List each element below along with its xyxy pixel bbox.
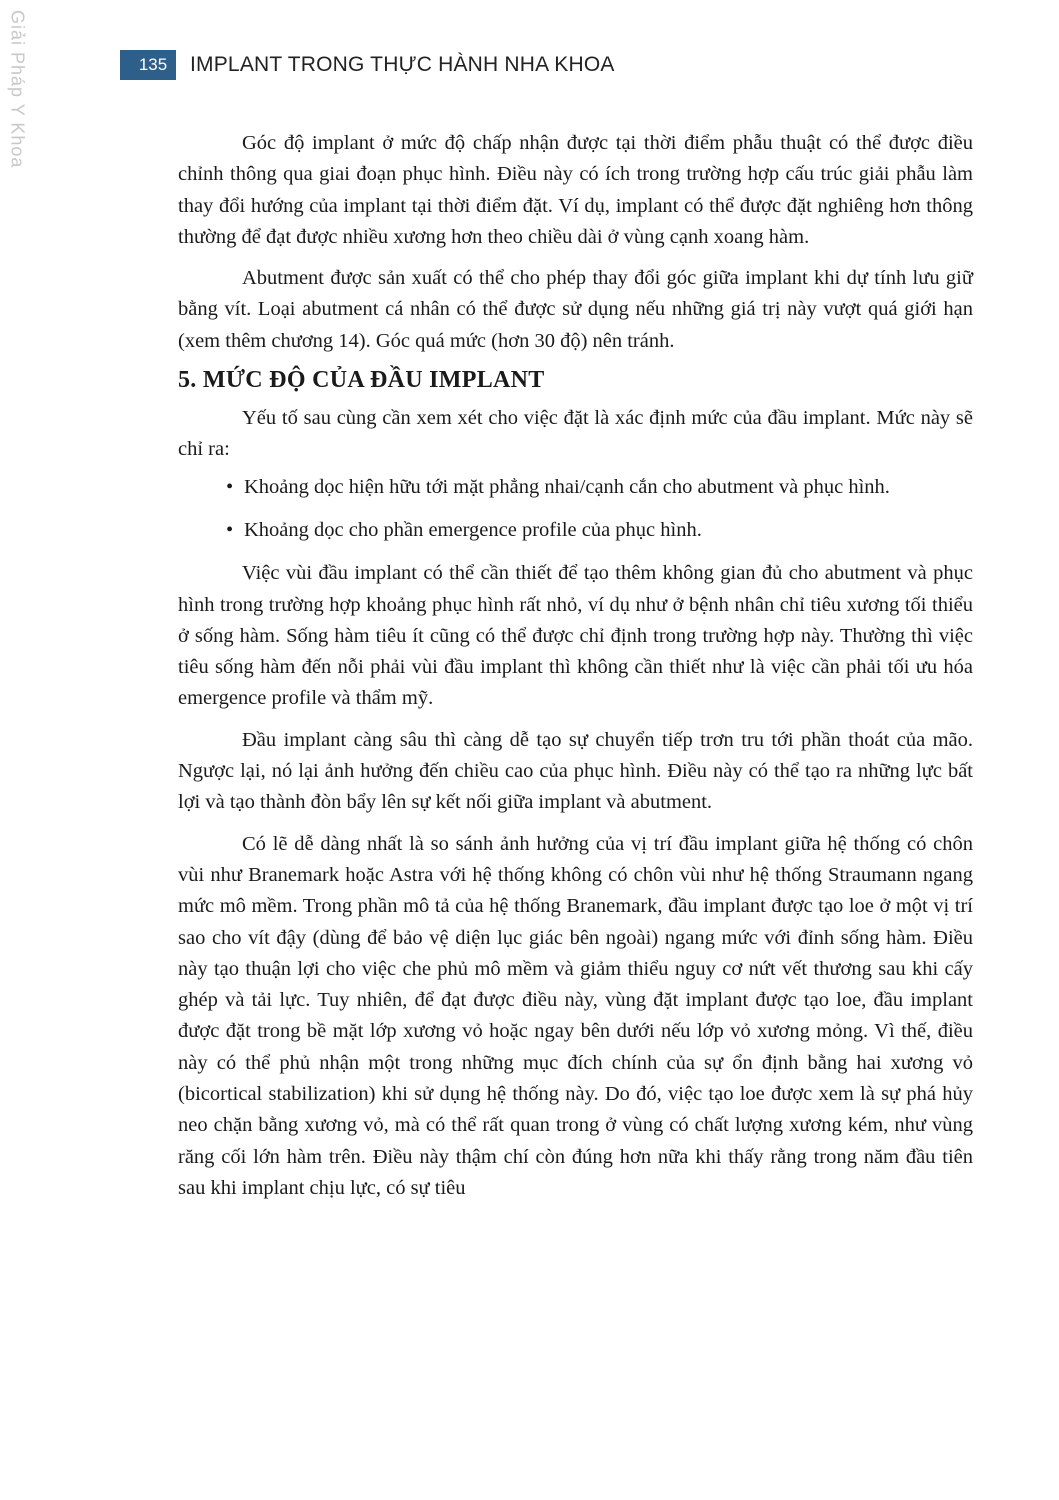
paragraph-angle-correction: Góc độ implant ở mức độ chấp nhận được tại thời điểm phẫu thuật có thể được điều chỉnh thông qua giai đoạn phục hình. Điều này có ích trong trường hợp cấu trúc giải phẫu làm thay đổi hướng của implant tại thời điểm đặt. Ví dụ, implant có thể được đặt nghiêng hơn thông thường để đạt được nhiều xương hơn theo chiều dài ở vùng cạnh xoang hàm.	[178, 132, 973, 248]
paragraph-system-comparison: Có lẽ dễ dàng nhất là so sánh ảnh hưởng của vị trí đầu implant giữa hệ thống có chôn vùi như Branemark hoặc Astra với hệ thống không có chôn vùi như hệ thống Straumann ngang mức mô mềm. Trong phần mô tả của hệ thống Branemark, đầu implant được tạo loe ở một vị trí sao cho vít đậy (dùng để bảo vệ diện lục giác bên ngoài) ngang mức với đỉnh sống hàm. Điều này tạo thuận lợi cho việc che phủ mô mềm và giảm thiểu nguy cơ nứt vết thương sau khi cấy ghép và tải lực. Tuy nhiên, để đạt được điều này, vùng đặt implant được tạo loe, đầu implant được đặt trong bề mặt lớp xương vỏ hoặc ngay bên dưới nếu lớp vỏ xương mỏng. Vì thế, điều này có thể phủ nhận một trong những mục đích chính của sự ổn định bằng hai xương vỏ (bicortical stabilization) khi sử dụng hệ thống này. Do đó, việc tạo loe được xem là sự phá hủy neo chặn bằng xương vỏ, mà có thể rất quan trong ở vùng có chất lượng xương kém, như vùng răng cối lớn hàm trên. Điều này thậm chí còn đúng hơn nữa khi thấy rằng trong năm đầu tiên sau khi implant chịu lực, có sự tiêu	[178, 832, 973, 1199]
running-title: IMPLANT TRONG THỰC HÀNH NHA KHOA	[190, 53, 615, 76]
side-watermark	[0, 10, 34, 210]
list-item-text: Khoảng dọc cho phần emergence profile của phục hình.	[244, 518, 702, 541]
paragraph-abutment-angle: Abutment được sản xuất có thể cho phép thay đổi góc giữa implant khi dự tính lưu giữ bằng vít. Loại abutment cá nhân có thể được sử dụng nếu những giá trị này vượt quá giới hạn (xem thêm chương 14). Góc quá mức (hơn 30 độ) nên tránh.	[178, 267, 973, 352]
section-heading: 5. MỨC ĐỘ CỦA ĐẦU IMPLANT	[178, 367, 545, 394]
bullet-icon: •	[226, 475, 234, 498]
bullet-list	[178, 472, 973, 547]
page-body	[178, 128, 973, 1214]
bullet-icon: •	[226, 518, 234, 541]
paragraph-burying-implant: Việc vùi đầu implant có thể cần thiết để tạo thêm không gian đủ cho abutment và phục hình trong trường hợp khoảng phục hình rất nhỏ, ví dụ như ở bệnh nhân chỉ tiêu xương tối thiểu ở sống hàm. Sống hàm tiêu ít cũng có thể được chỉ định trong trường hợp này. Thường thì việc tiêu sống hàm đến nỗi phải vùi đầu implant thì không cần thiết như là việc cần phải tối ưu hóa emergence profile và thẩm mỹ.	[178, 562, 973, 710]
page-header	[120, 50, 615, 80]
list-item	[178, 515, 973, 546]
paragraph-implant-depth: Đầu implant càng sâu thì càng dễ tạo sự chuyển tiếp trơn tru tới phần thoát của mão. Ngược lại, nó lại ảnh hưởng đến chiều cao của phục hình. Điều này có thể tạo ra những lực bất lợi và tạo thành đòn bẩy lên sự kết nối giữa implant và abutment.	[178, 728, 973, 814]
page-number: 135	[120, 50, 176, 80]
list-item-text: Khoảng dọc hiện hữu tới mặt phẳng nhai/cạnh cắn cho abutment và phục hình.	[244, 475, 890, 498]
watermark-text: Giải Pháp Y Khoa	[7, 10, 28, 169]
list-item	[178, 472, 973, 503]
paragraph-section-intro: Yếu tố sau cùng cần xem xét cho việc đặt là xác định mức của đầu implant. Mức này sẽ chỉ ra:	[178, 407, 973, 461]
